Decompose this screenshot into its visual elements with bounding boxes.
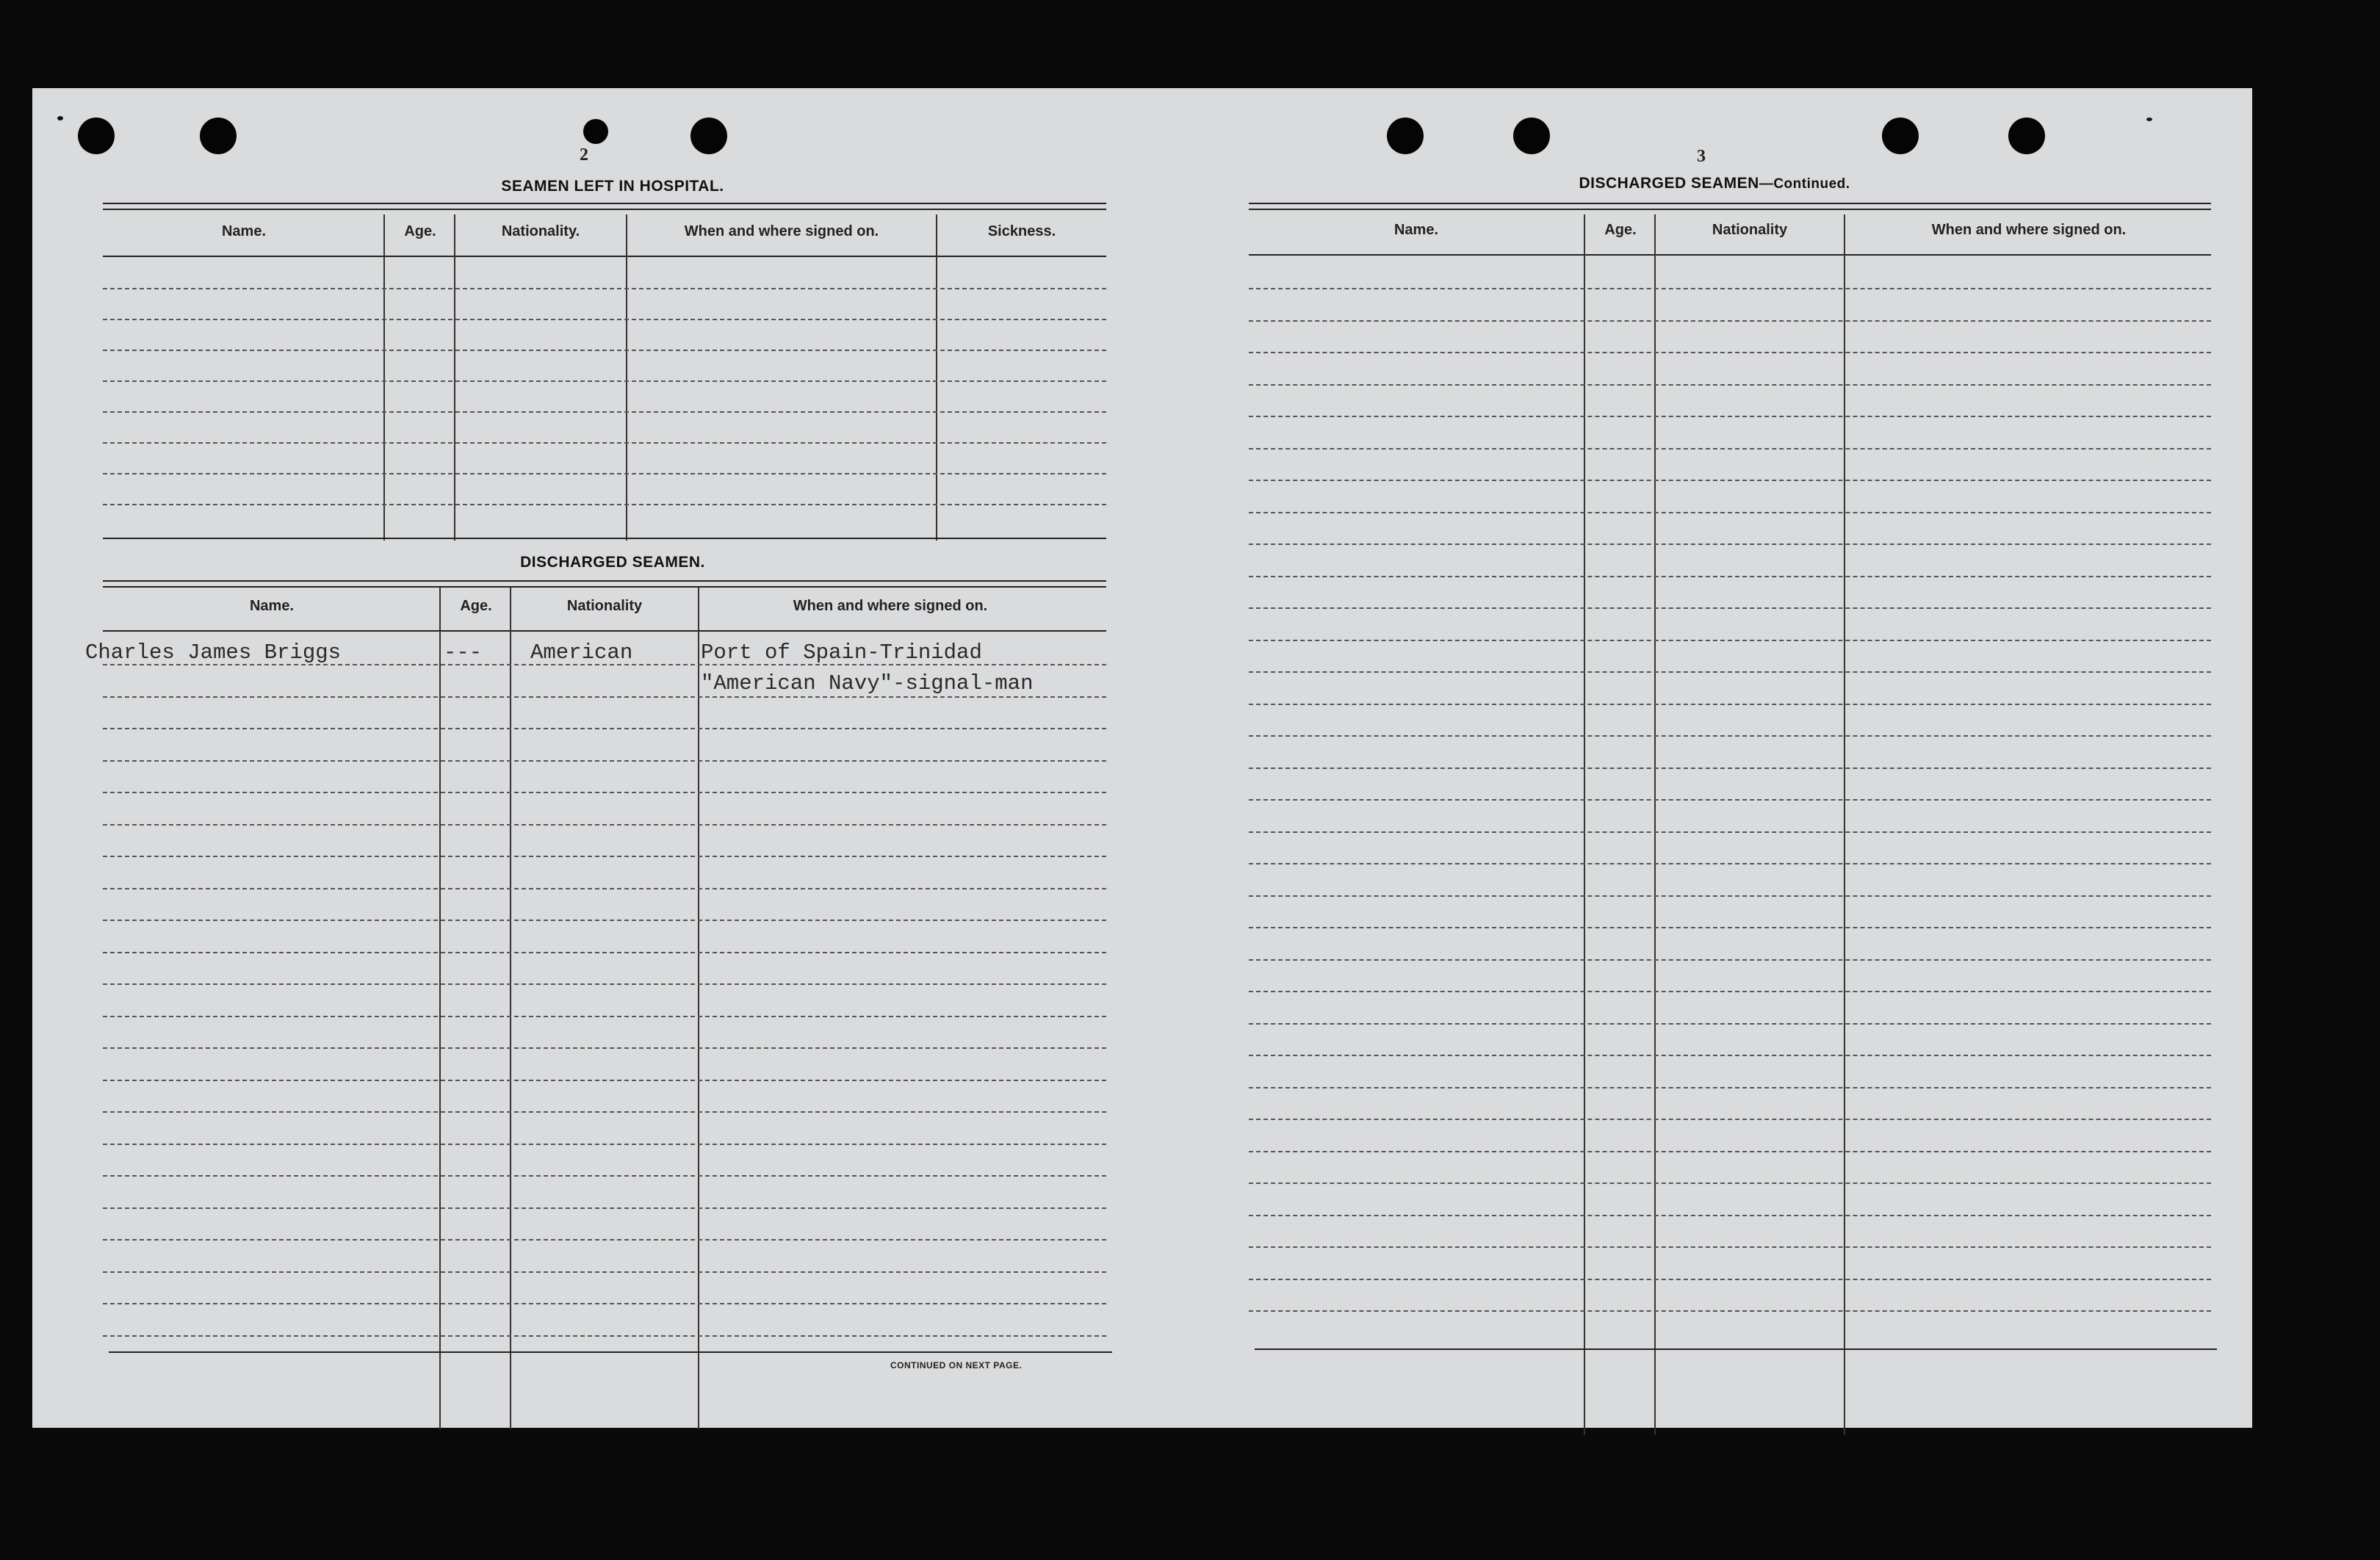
column-divider xyxy=(1584,214,1585,1435)
entry-line xyxy=(103,952,1106,953)
column-header-age: Age. xyxy=(460,598,492,614)
column-header-age: Age. xyxy=(1604,222,1637,238)
entry-line xyxy=(1249,1310,2211,1312)
entry-line xyxy=(103,760,1106,762)
header-rule xyxy=(103,256,1106,257)
page-number: 2 xyxy=(580,145,588,165)
column-divider xyxy=(383,214,385,541)
entry-line xyxy=(1249,895,2211,897)
entry-line xyxy=(1249,352,2211,353)
entry-line xyxy=(1249,959,2211,961)
entry-line xyxy=(103,1016,1106,1017)
entry-signed-on-line2: "American Navy"-signal-man xyxy=(701,671,1034,696)
column-header-name: Name. xyxy=(221,223,267,239)
entry-line xyxy=(103,792,1106,793)
entry-line xyxy=(103,1144,1106,1145)
entry-line xyxy=(1249,448,2211,449)
entry-line xyxy=(1249,1055,2211,1056)
entry-line xyxy=(1249,607,2211,609)
entry-line xyxy=(103,1080,1106,1081)
punch-hole xyxy=(690,118,727,154)
column-divider xyxy=(936,214,937,541)
entry-line xyxy=(103,824,1106,826)
entry-line xyxy=(103,1207,1106,1209)
punch-hole xyxy=(1882,118,1919,154)
double-rule xyxy=(103,203,1106,210)
column-header-nationality: Nationality xyxy=(1712,222,1788,238)
entry-line xyxy=(1249,671,2211,673)
entry-line xyxy=(1249,544,2211,545)
column-header-signed-on: When and where signed on. xyxy=(1931,222,2127,238)
column-header-nationality: Nationality xyxy=(566,598,643,614)
entry-line xyxy=(103,696,1106,698)
entry-line xyxy=(1249,384,2211,386)
entry-line xyxy=(1249,863,2211,864)
entry-line xyxy=(103,1271,1106,1273)
entry-line xyxy=(1249,1023,2211,1025)
bottom-rule xyxy=(1255,1348,2217,1350)
entry-line xyxy=(1249,1119,2211,1120)
header-rule xyxy=(103,630,1106,632)
punch-hole xyxy=(1387,118,1424,154)
column-header-sickness: Sickness. xyxy=(987,223,1056,239)
column-divider xyxy=(1844,214,1845,1435)
entry-line xyxy=(103,504,1106,505)
column-divider xyxy=(626,214,627,541)
entry-line xyxy=(103,442,1106,444)
column-header-nationality: Nationality. xyxy=(501,223,580,239)
continued-note: CONTINUED ON NEXT PAGE. xyxy=(890,1360,1023,1371)
punch-hole xyxy=(1513,118,1550,154)
entry-line xyxy=(1249,768,2211,769)
entry-line xyxy=(103,920,1106,921)
entry-line xyxy=(1249,1087,2211,1088)
entry-line xyxy=(103,411,1106,413)
discharged-section-title: DISCHARGED SEAMEN. xyxy=(520,554,705,571)
header-rule xyxy=(1249,254,2211,256)
entry-line xyxy=(1249,991,2211,992)
entry-line xyxy=(1249,416,2211,417)
discharged-continued-title xyxy=(1501,175,1928,192)
column-header-name: Name. xyxy=(249,598,295,614)
punch-hole xyxy=(583,119,608,144)
page-number: 3 xyxy=(1697,147,1706,166)
double-rule xyxy=(103,580,1106,588)
title-suffix: —Continued. xyxy=(1759,176,1850,192)
hospital-section-title: SEAMEN LEFT IN HOSPITAL. xyxy=(501,178,724,195)
punch-hole xyxy=(200,118,237,154)
entry-line xyxy=(103,1111,1106,1113)
punch-hole xyxy=(78,118,115,154)
entry-line xyxy=(103,319,1106,320)
left-page xyxy=(32,88,1134,1428)
entry-line xyxy=(103,473,1106,474)
column-divider xyxy=(1654,214,1656,1435)
entry-signed-on-line1: Port of Spain-Trinidad xyxy=(701,640,982,665)
entry-line xyxy=(1249,576,2211,577)
right-page xyxy=(1193,88,2252,1428)
entry-line xyxy=(103,1047,1106,1049)
entry-nationality: American xyxy=(530,640,633,665)
column-header-signed-on: When and where signed on. xyxy=(684,223,879,239)
entry-line xyxy=(1249,927,2211,928)
register-sheet xyxy=(32,88,2252,1428)
entry-line xyxy=(1249,320,2211,322)
entry-age: --- xyxy=(444,640,483,665)
bottom-rule xyxy=(109,1351,1112,1353)
double-rule xyxy=(1249,203,2211,210)
title-main: DISCHARGED SEAMEN xyxy=(1579,175,1759,192)
entry-line xyxy=(103,350,1106,351)
punch-hole xyxy=(2008,118,2045,154)
entry-line xyxy=(103,983,1106,985)
entry-line xyxy=(103,1303,1106,1304)
entry-line xyxy=(1249,1246,2211,1248)
entry-line xyxy=(103,1239,1106,1241)
entry-line xyxy=(1249,831,2211,833)
column-header-signed-on: When and where signed on. xyxy=(793,598,988,614)
section-rule xyxy=(103,538,1106,539)
entry-line xyxy=(1249,480,2211,481)
entry-line xyxy=(1249,1151,2211,1152)
scan-speck xyxy=(2146,118,2152,121)
entry-line xyxy=(103,856,1106,857)
entry-name: Charles James Briggs xyxy=(85,640,342,665)
column-header-age: Age. xyxy=(404,223,436,239)
entry-line xyxy=(1249,288,2211,289)
entry-line xyxy=(103,1335,1106,1337)
column-header-name: Name. xyxy=(1393,222,1439,238)
entry-line xyxy=(1249,640,2211,641)
entry-line xyxy=(103,380,1106,382)
scan-speck xyxy=(57,116,63,120)
entry-line xyxy=(1249,1279,2211,1280)
entry-line xyxy=(103,728,1106,729)
entry-line xyxy=(103,888,1106,889)
entry-line xyxy=(1249,1215,2211,1216)
entry-line xyxy=(1249,704,2211,705)
entry-line xyxy=(1249,799,2211,801)
entry-line xyxy=(1249,1182,2211,1184)
column-divider xyxy=(454,214,455,541)
entry-line xyxy=(1249,512,2211,513)
entry-line xyxy=(1249,735,2211,737)
entry-line xyxy=(103,1175,1106,1177)
entry-line xyxy=(103,288,1106,289)
